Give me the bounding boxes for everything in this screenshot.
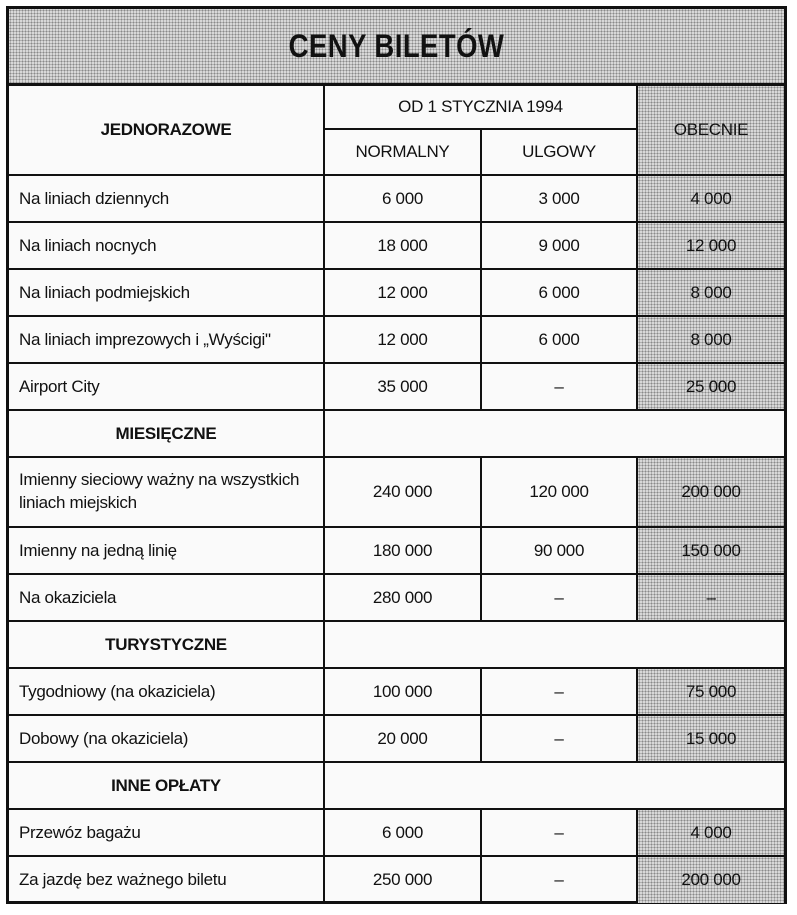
- price-ulgowy: –: [481, 574, 637, 621]
- price-obecnie: 200 000: [637, 457, 784, 527]
- table-row: [9, 363, 784, 410]
- section-turystyczne: TURYSTYCZNE: [9, 621, 324, 668]
- section-filler: [324, 621, 784, 668]
- price-normalny: 20 000: [324, 715, 481, 762]
- table-row: [9, 668, 784, 715]
- price-obecnie: 15 000: [637, 715, 784, 762]
- price-ulgowy: 6 000: [481, 269, 637, 316]
- price-ulgowy: –: [481, 363, 637, 410]
- price-table-sheet: [6, 6, 787, 904]
- price-ulgowy: –: [481, 668, 637, 715]
- price-normalny: 6 000: [324, 175, 481, 222]
- title-bar: [9, 9, 784, 86]
- header-ulgowy: ULGOWY: [481, 129, 637, 175]
- row-name: Na liniach nocnych: [9, 222, 324, 269]
- row-name: Na okaziciela: [9, 574, 324, 621]
- section-row: [9, 410, 784, 457]
- row-name: Tygodniowy (na okaziciela): [9, 668, 324, 715]
- header-group-date: OD 1 STYCZNIA 1994: [324, 86, 637, 129]
- price-normalny: 100 000: [324, 668, 481, 715]
- table-row: [9, 527, 784, 574]
- price-ulgowy: 3 000: [481, 175, 637, 222]
- price-obecnie: 8 000: [637, 316, 784, 363]
- table-row: [9, 316, 784, 363]
- table-row: [9, 175, 784, 222]
- price-ulgowy: 6 000: [481, 316, 637, 363]
- price-normalny: 6 000: [324, 809, 481, 856]
- price-obecnie: 4 000: [637, 809, 784, 856]
- price-obecnie: 12 000: [637, 222, 784, 269]
- row-name: Dobowy (na okaziciela): [9, 715, 324, 762]
- page-title: CENY BILETÓW: [288, 27, 505, 64]
- price-obecnie: –: [637, 574, 784, 621]
- table-row: [9, 457, 784, 527]
- price-ulgowy: 9 000: [481, 222, 637, 269]
- price-obecnie: 25 000: [637, 363, 784, 410]
- price-obecnie: 200 000: [637, 856, 784, 903]
- price-obecnie: 150 000: [637, 527, 784, 574]
- section-row: [9, 621, 784, 668]
- price-obecnie: 4 000: [637, 175, 784, 222]
- price-ulgowy: –: [481, 809, 637, 856]
- price-ulgowy: –: [481, 856, 637, 903]
- row-name: Airport City: [9, 363, 324, 410]
- row-name: Imienny sieciowy ważny na wszystkich liniach miejskich: [9, 457, 324, 527]
- price-normalny: 18 000: [324, 222, 481, 269]
- row-name: Na liniach dziennych: [9, 175, 324, 222]
- row-name: Na liniach imprezowych i „Wyścigi": [9, 316, 324, 363]
- price-obecnie: 75 000: [637, 668, 784, 715]
- header-normalny: NORMALNY: [324, 129, 481, 175]
- row-name: Imienny na jedną linię: [9, 527, 324, 574]
- table-row: [9, 574, 784, 621]
- price-obecnie: 8 000: [637, 269, 784, 316]
- price-normalny: 180 000: [324, 527, 481, 574]
- row-name: Za jazdę bez ważnego biletu: [9, 856, 324, 903]
- table-row: [9, 222, 784, 269]
- section-miesieczne: MIESIĘCZNE: [9, 410, 324, 457]
- table-row: [9, 856, 784, 903]
- header-jednorazowe: JEDNORAZOWE: [9, 86, 324, 175]
- price-normalny: 35 000: [324, 363, 481, 410]
- price-table: [9, 86, 784, 903]
- price-ulgowy: –: [481, 715, 637, 762]
- section-inne: INNE OPŁATY: [9, 762, 324, 809]
- price-normalny: 12 000: [324, 269, 481, 316]
- price-normalny: 250 000: [324, 856, 481, 903]
- price-ulgowy: 90 000: [481, 527, 637, 574]
- header-obecnie: OBECNIE: [637, 86, 784, 175]
- price-ulgowy: 120 000: [481, 457, 637, 527]
- table-row: [9, 269, 784, 316]
- price-normalny: 240 000: [324, 457, 481, 527]
- table-row: [9, 715, 784, 762]
- price-normalny: 12 000: [324, 316, 481, 363]
- section-filler: [324, 410, 784, 457]
- row-name: Przewóz bagażu: [9, 809, 324, 856]
- section-filler: [324, 762, 784, 809]
- row-name: Na liniach podmiejskich: [9, 269, 324, 316]
- table-row: [9, 809, 784, 856]
- section-row: [9, 762, 784, 809]
- price-normalny: 280 000: [324, 574, 481, 621]
